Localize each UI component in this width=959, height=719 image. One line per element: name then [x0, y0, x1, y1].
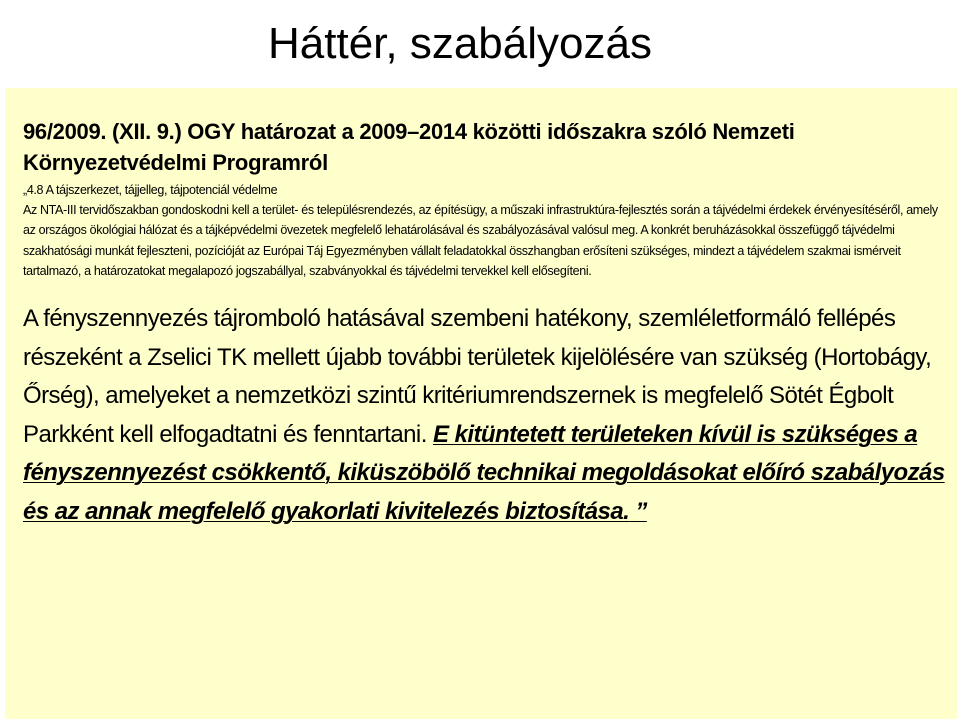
title-area — [0, 0, 959, 88]
content-box — [5, 88, 957, 719]
quote-emphasis-text: E kitüntetett területeken kívül is szükséges a fényszennyezést csökkentő, kiküszöbölő technikai megoldásokat előíró szabályozás és az annak megfelelő gyakorlati kivitelezés biztosítása. — [23, 420, 945, 525]
quote-plain-text: A fényszennyezés tájromboló hatásával szembeni hatékony, szemléletformáló fellépés részeként a Zselici TK mellett újabb további területek kijelölésére van szükség (Hortobágy, Őrség), amelyeket a nemzetközi szintű kritériumrendszernek is megfelelő Sötét Égbolt Parkként kell elfogadtatni és fenntartani. — [23, 305, 932, 448]
quote-closing-mark: ” — [629, 497, 647, 525]
program-excerpt — [23, 180, 948, 281]
resolution-heading: 96/2009. (XII. 9.) OGY határozat a 2009–2014 közötti időszakra szóló Nemzeti Környezetvédelmi Programról — [23, 119, 795, 175]
section-paragraph: Az NTA-III tervidőszakban gondoskodni kell a terület- és településrendezés, az építésügy, a műszaki infrastruktúra-fejlesztés során a tájvédelmi érdekek érvényesítéséről, amely az országos ökológiai hálózat és a tájképvédelmi övezetek megfelelő lehatárolásával és szabályozásával valósul meg. A konkrét beruházásokkal összefüggő tájvédelmi szakhatósági munkát fejleszteni, pozícióját az Európai Táj Egyezményben vállalt feladatokkal összhangban erősíteni szükséges, mindezt a tájvédelem szakmai ismérveit tartalmazó, a határozatokat megalapozó jogszabállyal, szabványokkal és tájvédelmi tervekkel kell elősegíteni. — [23, 203, 938, 278]
slide-title: Háttér, szabályozás — [268, 19, 652, 68]
section-heading-line: „4.8 A tájszerkezet, tájjelleg, tájpotenciál védelme — [23, 183, 278, 197]
light-pollution-quote — [23, 300, 948, 531]
